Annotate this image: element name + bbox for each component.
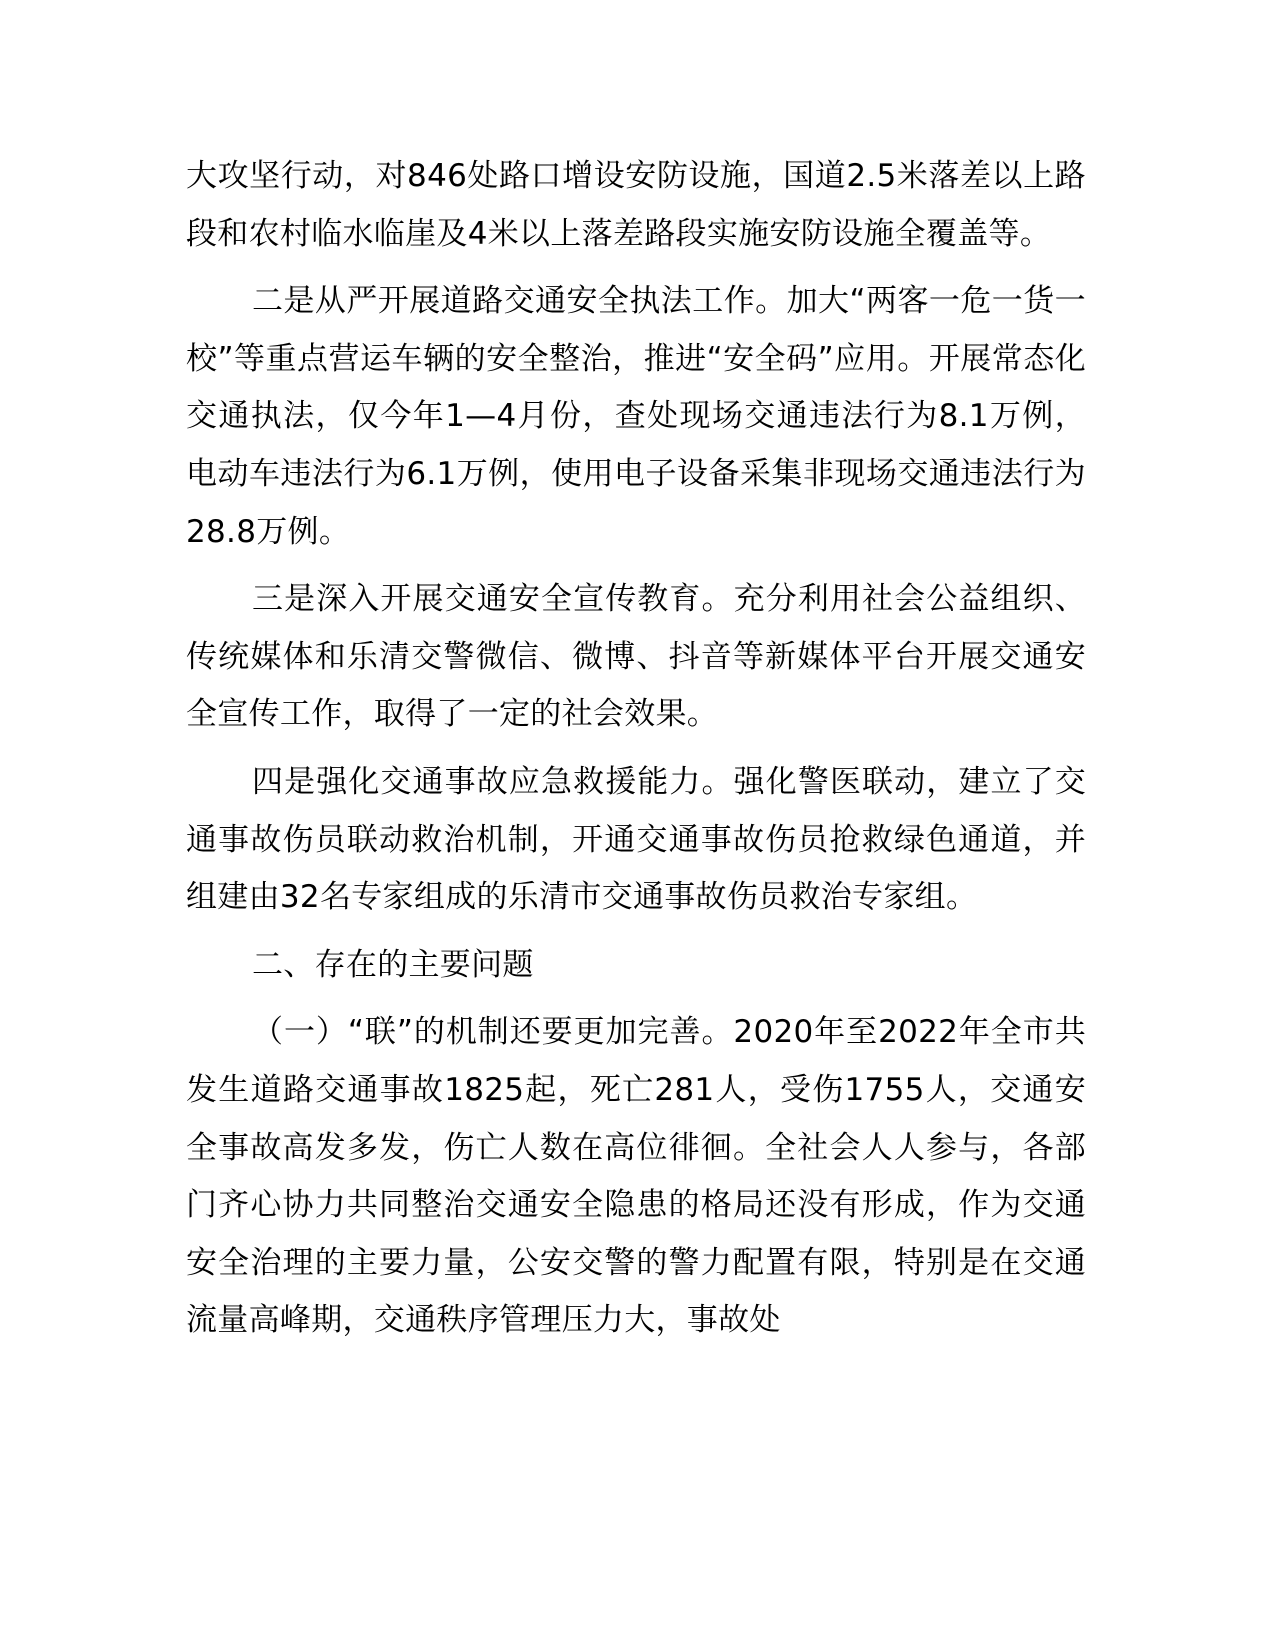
paragraph-coordination-mechanism: （一）“联”的机制还要更加完善。2020年至2022年全市共发生道路交通事故1825起，死亡281人，受伤1755人，交通安全事故高发多发，伤亡人数在高位徘徊。全社会人人参与，各部门齐心协力共同整治交通安全隐患的格局还没有形成，作为交通安全治理的主要力量，公安交警的警力配置有限，特别是在交通流量高峰期，交通秩序管理压力大，事故处 bbox=[186, 1014, 1086, 1339]
document-body bbox=[186, 148, 1086, 1350]
paragraph-continued-safety-facilities: 大攻坚行动，对846处路口增设安防设施，国道2.5米落差以上路段和农村临水临崖及4米以上落差路段实施安防设施全覆盖等。 bbox=[186, 158, 1086, 252]
paragraph-emergency-rescue: 四是强化交通事故应急救援能力。强化警医联动，建立了交通事故伤员联动救治机制，开通交通事故伤员抢救绿色通道，并组建由32名专家组成的乐清市交通事故伤员救治专家组。 bbox=[186, 763, 1086, 916]
paragraph-law-enforcement: 二是从严开展道路交通安全执法工作。加大“两客一危一货一校”等重点营运车辆的安全整治，推进“安全码”应用。开展常态化交通执法，仅今年1—4月份，查处现场交通违法行为8.1万例，电动车违法行为6.1万例，使用电子设备采集非现场交通违法行为28.8万例。 bbox=[186, 283, 1086, 550]
paragraph-safety-publicity: 三是深入开展交通安全宣传教育。充分利用社会公益组织、传统媒体和乐清交警微信、微博、抖音等新媒体平台开展交通安全宣传工作，取得了一定的社会效果。 bbox=[186, 581, 1086, 733]
section-heading-main-problems: 二、存在的主要问题 bbox=[252, 946, 534, 983]
